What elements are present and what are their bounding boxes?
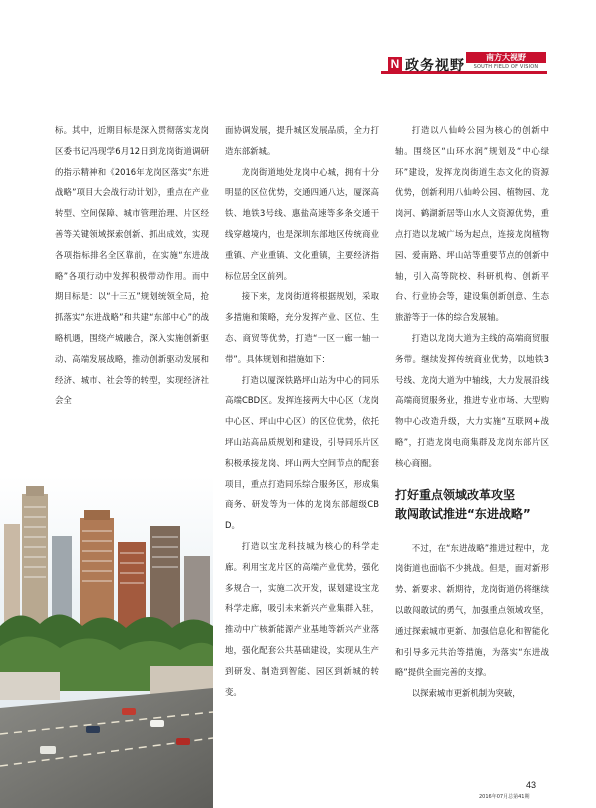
paragraph: 打造以宝龙科技城为核心的科学走廊。利用宝龙片区的高端产业优势，强化多规合一，实施二次开发，谋划建设宝龙科学走廊，吸引未来新兴产业集群入驻，推动中广核新能源产业基地等新兴产业落地，强化配套公共基础建设，实现从生产到研发、制造到智能、园区到新城的转变。 [225,540,379,697]
paragraph: 以探索城市更新机制为突破， [411,688,521,699]
paragraph: 不过，在“东进战略”推进过程中，龙岗街道也面临不少挑战。但是，面对新形势、新要求、新期待，龙岗街道仍将继续以敢闯敢试的勇气，加强重点领域攻坚，通过探索城市更新、加强信息化和智能化和引导多元共治等措施，为落实“东进战略”提供全面完善的支撑。 [395,542,549,678]
text-column-3 [395,120,549,704]
paragraph: 打造以厦深铁路坪山站为中心的同乐高端CBD区。发挥连接两大中心区（龙岗中心区、坪山中心区）的区位优势，依托坪山站高品质规划和建设，引导同乐片区积极承接龙岗、坪山两大空间节点的配套项目，重点打造同乐综合服务区，形成集商务、研发等为一体的龙岗东部超级CBD。 [225,374,379,531]
city-skyline-photo [0,476,213,808]
paragraph: 面协调发展，提升城区发展品质，全力打造东部新城。 [225,125,379,156]
section-subheading [395,486,549,524]
section-tag-english: SOUTH FIELD OF VISION [473,64,539,70]
issue-label: 2016年07月总第41期 [479,794,530,800]
section-tag: 南方大视野 [466,52,546,63]
paragraph: 打造以龙岗大道为主线的高端商贸服务带。继续发挥传统商业优势，以地铁3号线、龙岗大道为中轴线，大力发展沿线高端商贸服务业，推进专业市场、大型购物中心改造升级，大力实施“互联网+战略”，打造龙岗电商集群及龙岗东部片区核心商圈。 [395,332,549,468]
paragraph: 打造以八仙岭公园为核心的创新中轴。围绕区“山环水润”规划及“中心绿环”建设，发挥龙岗街道生态文化的资源优势，创新利用八仙岭公园、植物园、龙岗河、鹤湖新居等山水人文资源优势，重点打造以龙城广场为起点，连接龙岗植物园、爱南路、坪山站等重要节点的创新中轴，引入高等院校、科研机构、创新平台、行业协会等，建设集创新创意、生态旅游等于一体的综合发展轴。 [395,125,549,323]
text-column-1 [55,120,209,411]
text-column-2 [225,120,379,702]
paragraph: 标。其中，近期目标是深入贯彻落实龙岗区委书记冯现学6月12日到龙岗街道调研的指示精神和《2016年龙岗区落实“东进战略”项目大会战行动计划》，重点在产业转型、空间保障、城市管理治理、片区经善等关键领域探索创新、抓出成效，实现各项指标排名全区靠前，在实施“东进战略”各项行动中发挥积极带动作用。而中期目标是：以“十三五”规划统领全局，抢抓落实“东进战略”和共建“东部中心”的战略机遇，围绕产城融合，深入实施创新驱动、高端发展战略，推动创新驱动发展和经济、城市、社会等的转型，实现经济社会全 [55,125,209,406]
magazine-logo: N [388,57,402,72]
subheading-line: 敢闯敢试推进“东进战略” [395,506,531,521]
paragraph: 接下来，龙岗街道将根据规划，采取多措施和策略，充分发挥产业、区位、生态、商贸等优势，打造“一区一廊一轴一带”。具体规划和措施如下： [225,291,379,364]
magazine-title: 政务视野 [405,58,465,74]
page-number: 43 [526,780,537,790]
subheading-line: 打好重点领域改革攻坚 [395,487,516,502]
paragraph: 龙岗街道地处龙岗中心城，拥有十分明显的区位优势，交通四通八达，厦深高铁、地铁3号线、惠盐高速等多条交通干线穿越境内，也是深圳东部地区传统商业重镇、产业重镇、文化重镇，主要经济指标位居全区前列。 [225,166,379,281]
